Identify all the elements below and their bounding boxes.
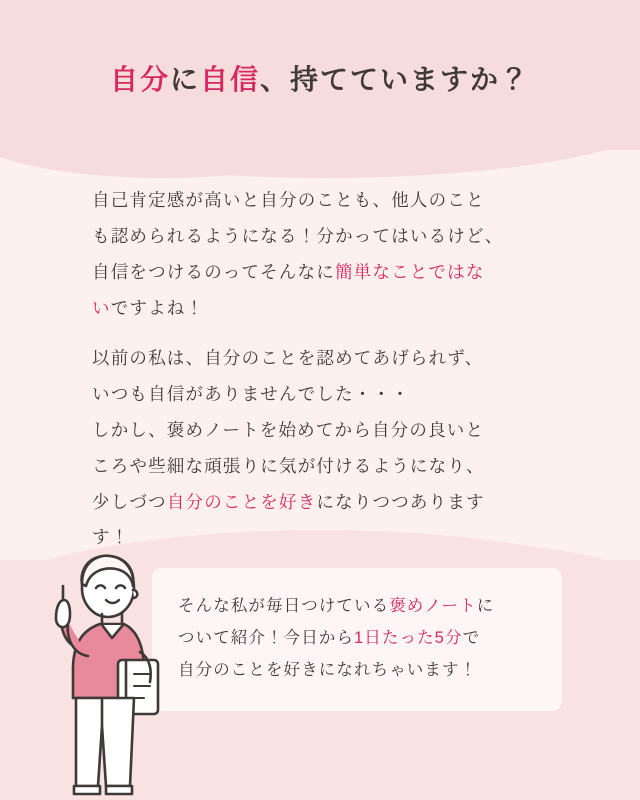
callout-run: で (462, 629, 481, 648)
paragraph-1-line (92, 255, 562, 291)
paragraph-1-run: い (92, 297, 111, 318)
paragraph-2-run: になりつつあります (316, 491, 485, 512)
paragraph-1-run: 自信をつけるのってそんなに (92, 261, 335, 282)
callout-run: 自分のことを好きになれちゃいます！ (178, 661, 478, 680)
title-segment-4: 、持てていますか？ (260, 64, 531, 95)
paragraph-1-run: も認められるようになる！分かってはいるけど、 (92, 225, 504, 246)
paragraph-1-line (92, 183, 562, 219)
callout-run: に (476, 597, 495, 615)
paragraph-1-line (92, 291, 562, 327)
paragraph-1 (92, 183, 562, 327)
paragraph-2-run: す！ (92, 527, 130, 548)
paragraph-2-line (92, 413, 562, 449)
paragraph-2-line (92, 341, 562, 377)
title-segment-1: 自分 (109, 64, 170, 95)
paragraph-2-run: 少しづつ (92, 491, 167, 512)
paragraph-2-run: しかし、褒めノートを始めてから自分の良いと (92, 419, 485, 440)
callout-run: そんな私が毎日つけている (178, 597, 390, 615)
callout-run: ついて紹介！今日から (178, 629, 354, 648)
paragraph-2-run: ころや些細な頑張りに気が付けるようになり、 (92, 455, 485, 476)
callout-run: 褒めノート (389, 597, 477, 615)
paragraph-2 (92, 341, 562, 556)
callout-card (152, 568, 562, 711)
title-segment-3: 自信 (200, 64, 261, 95)
illustration-woman-pointing (36, 548, 166, 800)
callout-line (178, 622, 536, 654)
paragraph-2-line (92, 485, 562, 521)
paragraph-2-run: いつも自信がありませんでした・・・ (92, 383, 410, 404)
paragraph-1-run: 簡単なことではな (334, 261, 485, 282)
callout-line (178, 654, 536, 686)
paragraph-1-run: ですよね！ (110, 297, 205, 318)
page-title (0, 58, 640, 98)
paragraph-2-line (92, 449, 562, 485)
paragraph-2-run: 以前の私は、自分のことを認めてあげられず、 (92, 348, 484, 368)
paragraph-2-line (92, 377, 562, 413)
paragraph-2-run: 自分のことを好き (166, 491, 317, 512)
title-segment-2: に (169, 64, 200, 95)
paragraph-1-run: 自己肯定感が高いと自分のことも、他人のこと (92, 190, 485, 210)
callout-run: 1日たった5分 (354, 629, 463, 648)
paragraph-1-line (92, 219, 562, 255)
callout-line (178, 590, 536, 622)
